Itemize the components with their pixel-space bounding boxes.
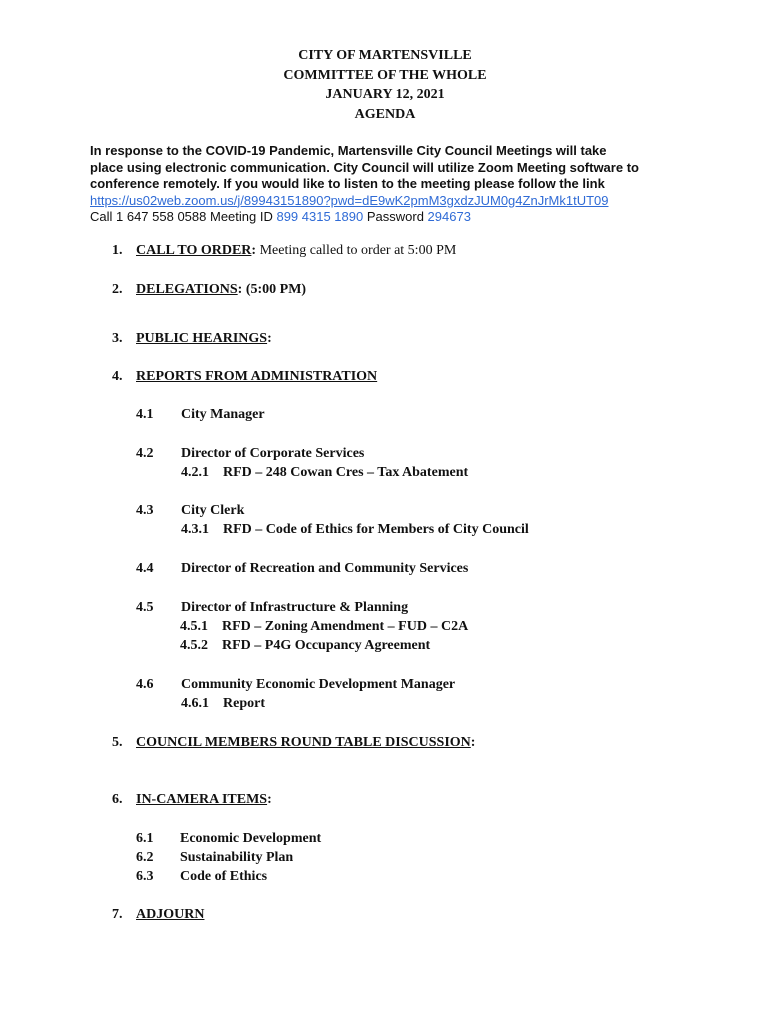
sub-sub-item-text: 4.6.1 Report	[181, 696, 265, 711]
sub-sub-item-text: 4.5.2 RFD – P4G Occupancy Agreement	[180, 638, 431, 653]
item-title: PUBLIC HEARINGS	[136, 331, 268, 346]
item-number: 3.	[112, 331, 123, 346]
item-number: 7.	[112, 907, 123, 922]
item-title: CALL TO ORDER	[136, 243, 252, 258]
call-in-text: Call 1 647 558 0588 Meeting ID	[90, 209, 277, 225]
sub-item-title: City Clerk	[181, 503, 245, 518]
notice-line-3: conference remotely. If you would like to listen to the meeting please follow the link	[90, 176, 605, 192]
item-title: ADJOURN	[136, 907, 205, 922]
sub-item-number: 6.2	[136, 850, 154, 865]
sub-item-title: Director of Recreation and Community Services	[181, 561, 469, 576]
sub-item-number: 4.2	[136, 446, 154, 461]
sub-item-number: 4.1	[136, 407, 154, 422]
item-number: 1.	[112, 243, 123, 258]
sub-sub-item-text: 4.3.1 RFD – Code of Ethics for Members of City Council	[181, 522, 529, 537]
item-title: IN-CAMERA ITEMS	[136, 792, 268, 807]
sub-item-title: Community Economic Development Manager	[181, 677, 456, 692]
sub-item-title: City Manager	[181, 407, 265, 422]
item-title: COUNCIL MEMBERS ROUND TABLE DISCUSSION	[136, 735, 471, 750]
meeting-password: 294673	[427, 209, 471, 225]
city-name: CITY OF MARTENSVILLE	[298, 48, 472, 63]
zoom-meeting-link[interactable]: https://us02web.zoom.us/j/89943151890?pwd=dE9wK2pmM3gxdzJUM0g4ZnJrMk1tUT09	[90, 192, 609, 208]
notice-line-2: place using electronic communication. City Council will utilize Zoom Meeting software to	[90, 159, 639, 175]
sub-item-title: Director of Corporate Services	[181, 446, 365, 461]
item-title: REPORTS FROM ADMINISTRATION	[136, 369, 378, 384]
sub-item-number: 4.4	[136, 561, 154, 576]
item-title: DELEGATIONS	[136, 282, 238, 297]
sub-sub-item-text: 4.5.1 RFD – Zoning Amendment – FUD – C2A	[180, 619, 469, 634]
sub-sub-item-text: 4.2.1 RFD – 248 Cowan Cres – Tax Abatement	[181, 465, 469, 480]
item-suffix: : (5:00 PM)	[237, 282, 307, 297]
sub-item-number: 4.6	[136, 677, 154, 692]
sub-item-number: 6.1	[136, 831, 154, 846]
sub-item-number: 6.3	[136, 869, 154, 884]
meeting-id: 899 4315 1890	[276, 209, 364, 225]
item-suffix: :	[251, 243, 257, 258]
sub-item-number: 4.3	[136, 503, 154, 518]
committee-name: COMMITTEE OF THE WHOLE	[283, 67, 487, 83]
sub-item-title: Economic Development	[180, 831, 322, 846]
item-suffix: :	[267, 792, 272, 807]
notice-line-1: In response to the COVID-19 Pandemic, Martensville City Council Meetings will take	[90, 143, 607, 158]
item-note: Meeting called to order at 5:00 PM	[256, 243, 457, 258]
sub-item-number: 4.5	[136, 600, 154, 615]
item-suffix: :	[267, 331, 272, 346]
password-label: Password	[363, 209, 428, 225]
document-title: AGENDA	[354, 106, 416, 122]
item-number: 2.	[112, 282, 123, 297]
sub-item-title: Code of Ethics	[180, 869, 268, 884]
meeting-date: JANUARY 12, 2021	[325, 87, 445, 102]
item-number: 6.	[112, 792, 123, 807]
item-number: 4.	[112, 369, 123, 384]
sub-item-title: Sustainability Plan	[180, 850, 294, 865]
item-suffix: :	[470, 735, 476, 750]
sub-item-title: Director of Infrastructure & Planning	[181, 600, 409, 615]
item-number: 5.	[112, 735, 123, 750]
